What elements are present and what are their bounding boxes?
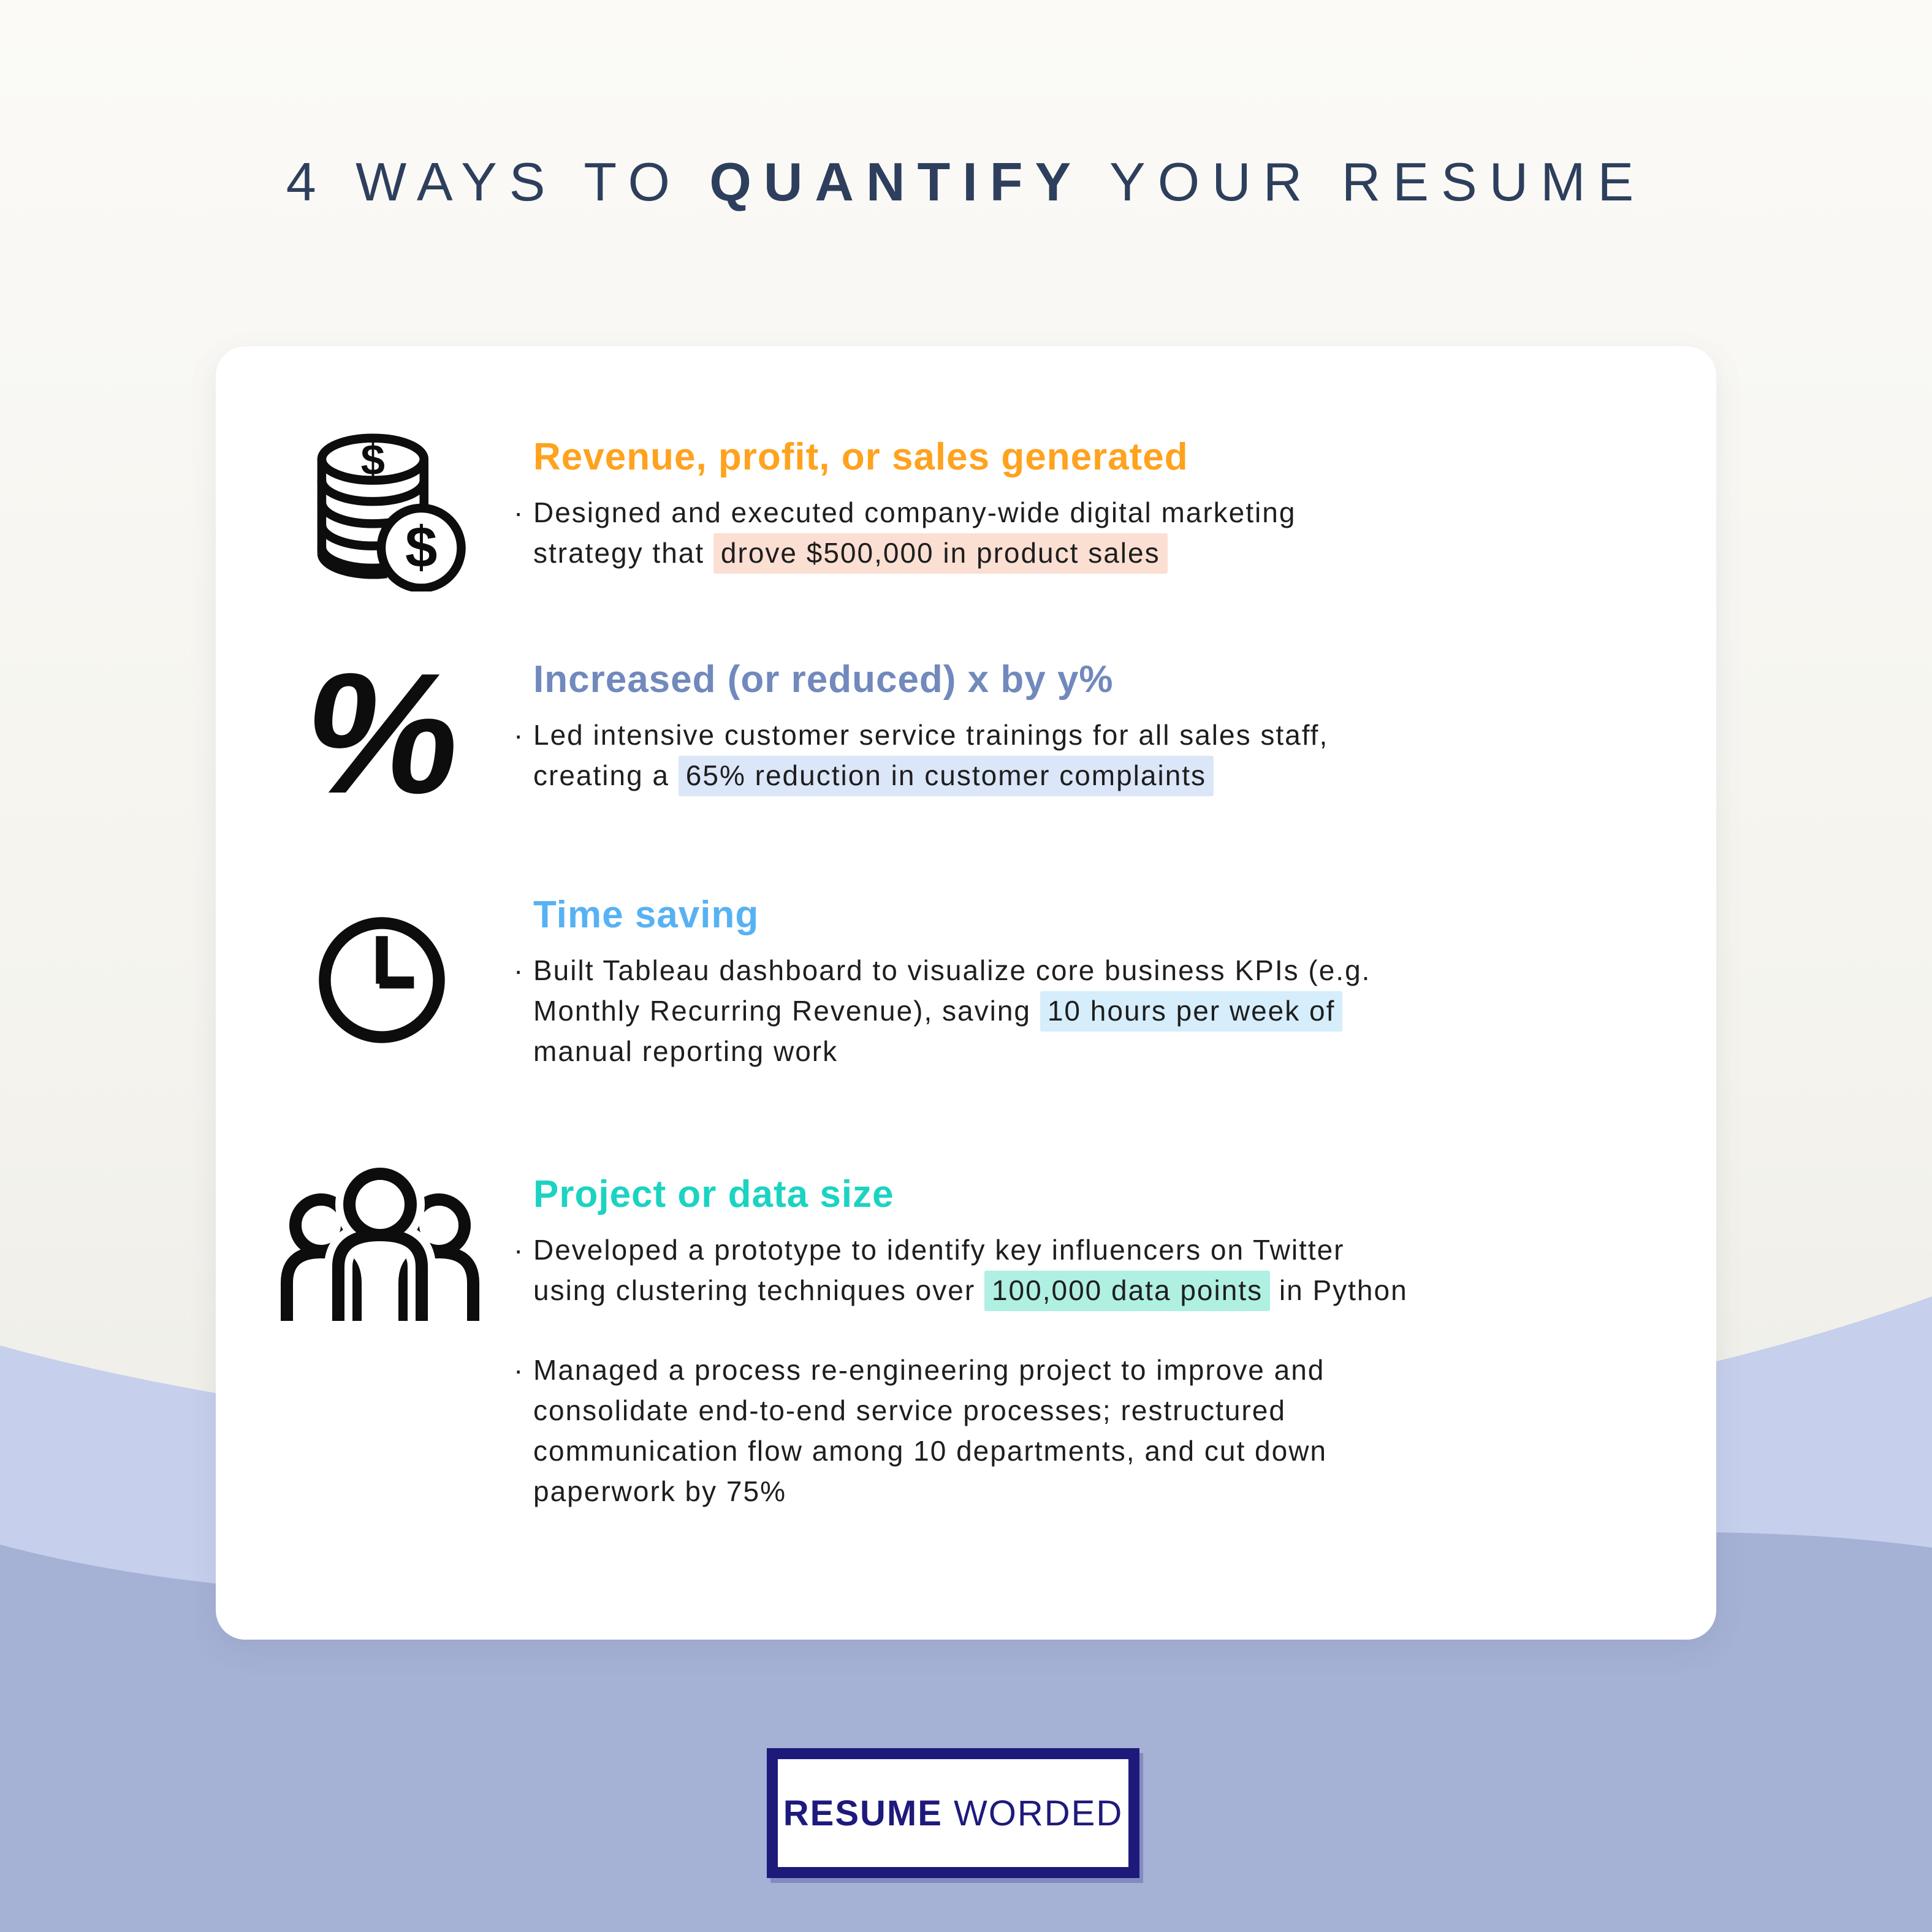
people-icon — [275, 1166, 485, 1328]
line-text: using clustering techniques over — [533, 1274, 984, 1306]
bullet-dot: · — [514, 496, 525, 528]
page-title — [0, 151, 1932, 213]
line-text: strategy that — [533, 537, 713, 569]
section-revenue-heading: Revenue, profit, or sales generated — [533, 436, 1188, 478]
text-line — [514, 950, 1371, 991]
text-line — [514, 1350, 1408, 1390]
line-text: paperwork by 75% — [533, 1475, 786, 1507]
text-line — [533, 533, 1296, 573]
svg-text:$: $ — [405, 515, 438, 580]
line-text: Developed a prototype to identify key influencers on Twitter — [533, 1234, 1345, 1266]
title-bold: QUANTIFY — [709, 151, 1084, 212]
title-pre: 4 WAYS TO — [286, 151, 710, 212]
text-line — [514, 715, 1329, 755]
text-line — [533, 1431, 1408, 1471]
text-line — [514, 1230, 1408, 1270]
line-text: Led intensive customer service trainings for all sales staff, — [533, 719, 1329, 751]
bullet-item — [514, 1350, 1408, 1512]
resume-worded-logo — [767, 1748, 1139, 1878]
line-text: consolidate end-to-end service processes; restructured — [533, 1394, 1286, 1426]
percent-icon: % — [294, 638, 474, 829]
line-text: communication flow among 10 departments, and cut down — [533, 1435, 1327, 1467]
highlight-light-blue: 10 hours per week of — [1040, 991, 1343, 1032]
logo-bold: RESUME — [783, 1793, 954, 1833]
section-time — [514, 894, 1371, 1071]
bullet-item — [514, 492, 1296, 573]
bullet-dot: · — [514, 719, 525, 751]
highlight-pink: drove $500,000 in product sales — [713, 533, 1168, 574]
text-line — [533, 755, 1328, 796]
highlight-lavender: 65% reduction in customer complaints — [679, 756, 1214, 796]
text-line — [533, 1270, 1408, 1310]
coin-stack-icon — [303, 425, 470, 591]
line-text: Monthly Recurring Revenue), saving — [533, 995, 1040, 1027]
line-text: in Python — [1270, 1274, 1408, 1306]
text-line — [533, 1390, 1408, 1431]
text-line — [533, 991, 1371, 1031]
text-line — [514, 492, 1296, 533]
section-time-heading: Time saving — [533, 894, 759, 936]
line-text: Built Tableau dashboard to visualize core business KPIs (e.g. — [533, 954, 1371, 986]
section-project-heading: Project or data size — [533, 1173, 894, 1215]
bullet-item — [514, 1230, 1408, 1310]
title-post: YOUR RESUME — [1083, 151, 1646, 212]
line-text: Managed a process re-engineering project to improve and — [533, 1354, 1325, 1386]
line-text: Designed and executed company-wide digital marketing — [533, 496, 1296, 528]
bullet-item — [514, 715, 1329, 796]
text-line — [533, 1471, 1408, 1512]
line-text: creating a — [533, 759, 679, 791]
bullet-dot: · — [514, 1234, 525, 1266]
logo-regular: WORDED — [954, 1793, 1124, 1833]
bullet-dot: · — [514, 1354, 525, 1386]
section-project — [514, 1173, 1408, 1512]
svg-text:$: $ — [360, 435, 386, 484]
bullet-item — [514, 950, 1371, 1071]
highlight-mint: 100,000 data points — [984, 1271, 1270, 1311]
content-card — [216, 346, 1716, 1640]
line-text: manual reporting work — [533, 1035, 839, 1067]
text-line — [533, 1031, 1371, 1071]
bullet-dot: · — [514, 954, 525, 986]
section-revenue — [514, 436, 1296, 573]
section-increase-heading: Increased (or reduced) x by y% — [533, 658, 1114, 701]
clock-icon — [305, 903, 459, 1057]
section-increase — [514, 658, 1329, 796]
